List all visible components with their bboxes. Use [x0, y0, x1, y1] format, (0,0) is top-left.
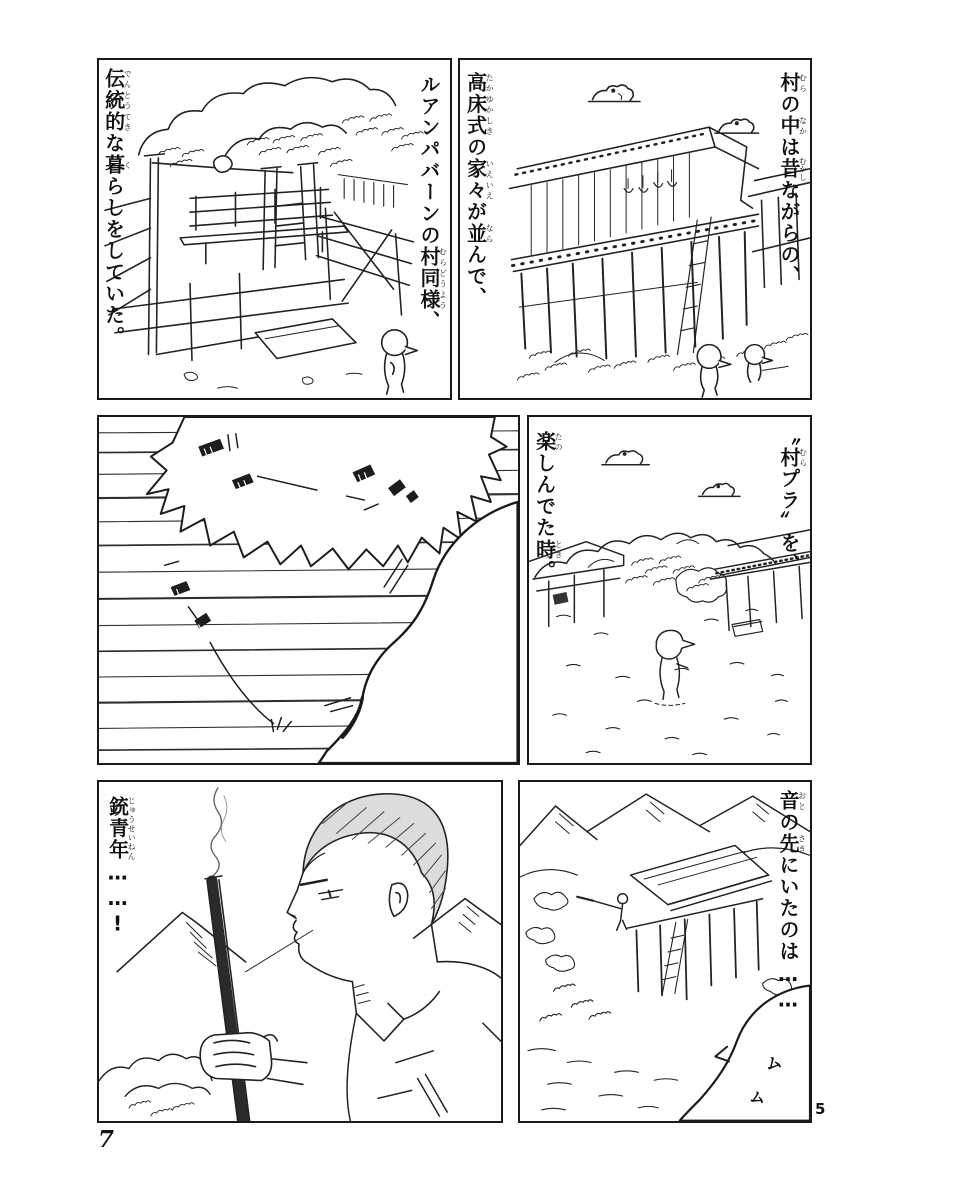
caption-luang-prabang: ルアンパバーンの村同様むらどうよう、: [417, 74, 448, 332]
chick-character: [697, 345, 731, 397]
caption-sound-source: 音おとの先さきにいたのは……: [776, 790, 807, 1013]
gripping-hand: [200, 1033, 307, 1085]
cloud-bird: [602, 451, 649, 465]
page-number-left: 7: [98, 1126, 115, 1153]
panel-middle-left: [97, 415, 520, 765]
panel-top-left: [97, 58, 452, 400]
panel-middle-right: [527, 415, 812, 765]
cloud-bird: [589, 85, 640, 101]
smoke-wisp: [211, 788, 227, 877]
sfx-mumu-2: ム: [748, 1087, 767, 1108]
cloud-bird: [715, 119, 758, 133]
chick-character: [382, 330, 418, 394]
fence-corral-artwork: [99, 60, 450, 398]
stilt-house-drawing: [509, 127, 809, 358]
caption-old-village: 村むらの中なかは昔むかしながらの、: [777, 72, 808, 287]
ground-dashes: [528, 1049, 678, 1110]
distant-scribbles: [626, 556, 721, 591]
walking-character: [655, 630, 694, 705]
page-number-right: 5: [815, 1100, 826, 1118]
sfx-mumu-1: ム: [763, 1051, 784, 1075]
mat-slab: [255, 319, 356, 359]
stilt-houses-artwork: [460, 60, 810, 398]
bush-blob: [676, 568, 727, 602]
cloud-bird: [699, 483, 740, 496]
fence-drawing: [105, 154, 413, 361]
caption-gun-youth: 銃青年じゅうせいねん……!: [105, 796, 137, 937]
panel-top-right: [458, 58, 812, 400]
gunshot-burst-artwork: [99, 417, 518, 763]
caption-traditional-life: 伝統的でんとうてきな暮くらしをしていた。: [101, 68, 133, 348]
stilt-house-drawing: [627, 845, 772, 999]
hill-house-artwork: [520, 782, 810, 1121]
mountains-background: [117, 899, 500, 972]
village-street-artwork: [529, 417, 810, 763]
shooter-figure: [577, 894, 627, 930]
gun-youth-artwork: [99, 782, 501, 1121]
caption-mura-bura: 〝村むらプラ〟を、: [777, 425, 808, 576]
cloud-band: [535, 533, 776, 577]
caption-stilt-houses: 高床式たかゆかしきの家々いえいえが並ならんで、: [463, 72, 495, 309]
caption-enjoying: 楽たのしんでた時とき。: [532, 431, 564, 582]
foliage-scribbles: [158, 114, 423, 167]
young-man-profile: [287, 794, 500, 1121]
chick-character: [745, 345, 773, 383]
panel-bottom-left: [97, 780, 503, 1123]
panel-bottom-right: [518, 780, 812, 1123]
gun-barrel: [205, 876, 249, 1121]
cloud-bushes: [99, 1054, 212, 1116]
